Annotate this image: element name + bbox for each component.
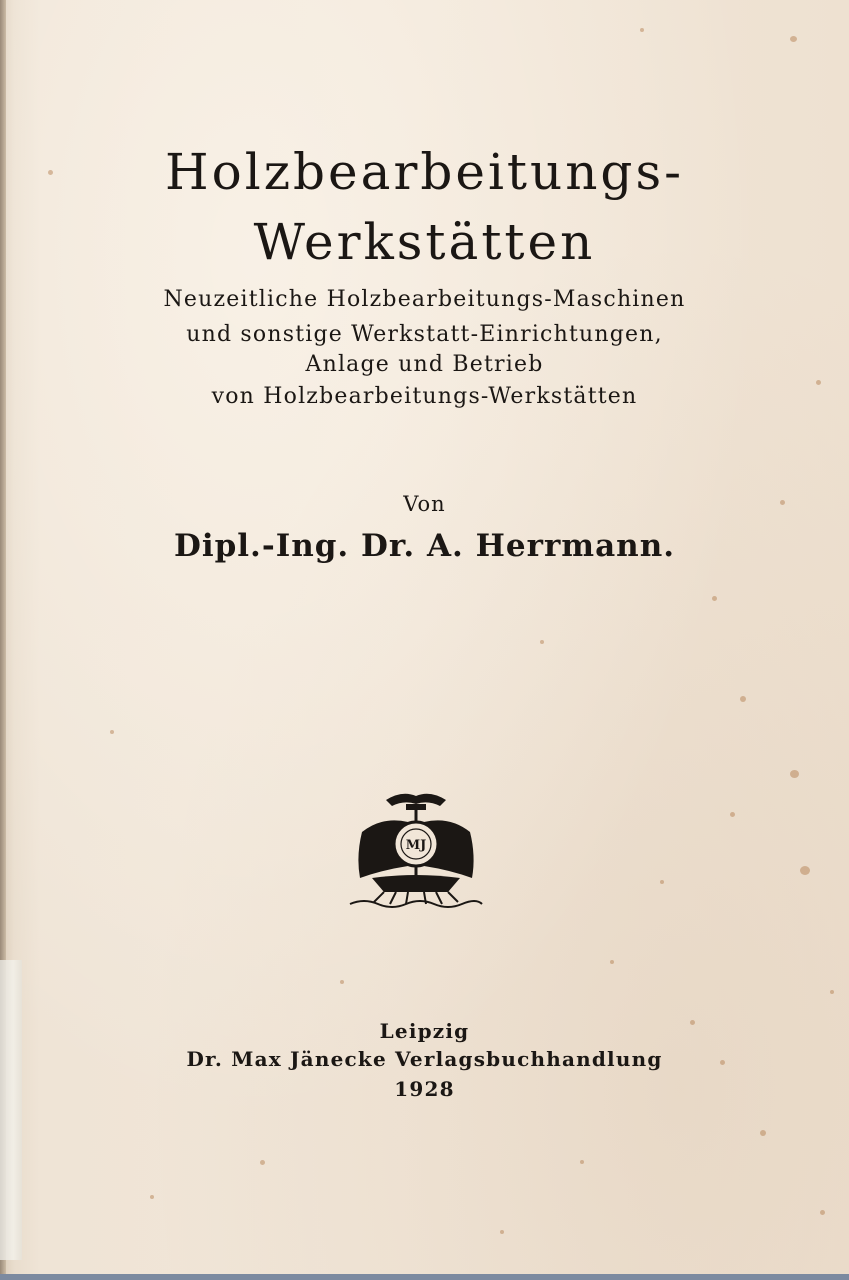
- subtitle-line-2: und sonstige Werkstatt-Einrichtungen,: [186, 322, 663, 347]
- subtitle-line-1: Neuzeitliche Holzbearbeitungs-Maschinen: [163, 287, 686, 312]
- imprint-year: 1928: [394, 1077, 455, 1101]
- svg-text:MJ: MJ: [405, 838, 427, 853]
- imprint-place: Leipzig: [379, 1019, 470, 1043]
- subtitle-line-4: von Holzbearbeitungs-Werkstätten: [211, 384, 638, 409]
- ship-emblem-icon: [346, 786, 486, 910]
- author-name: Dipl.-Ing. Dr. A. Herrmann.: [173, 528, 676, 564]
- subtitle-line-3: Anlage und Betrieb: [305, 352, 544, 377]
- book-title-line-2: Werkstätten: [253, 213, 596, 271]
- book-title-line-1: Holzbearbeitungs-: [165, 143, 684, 201]
- imprint-publisher: Dr. Max Jänecke Verlagsbuchhandlung: [186, 1047, 663, 1071]
- binding-tape: [0, 960, 22, 1260]
- byline-von: Von: [403, 492, 446, 516]
- page-bottom-edge: [0, 1274, 849, 1280]
